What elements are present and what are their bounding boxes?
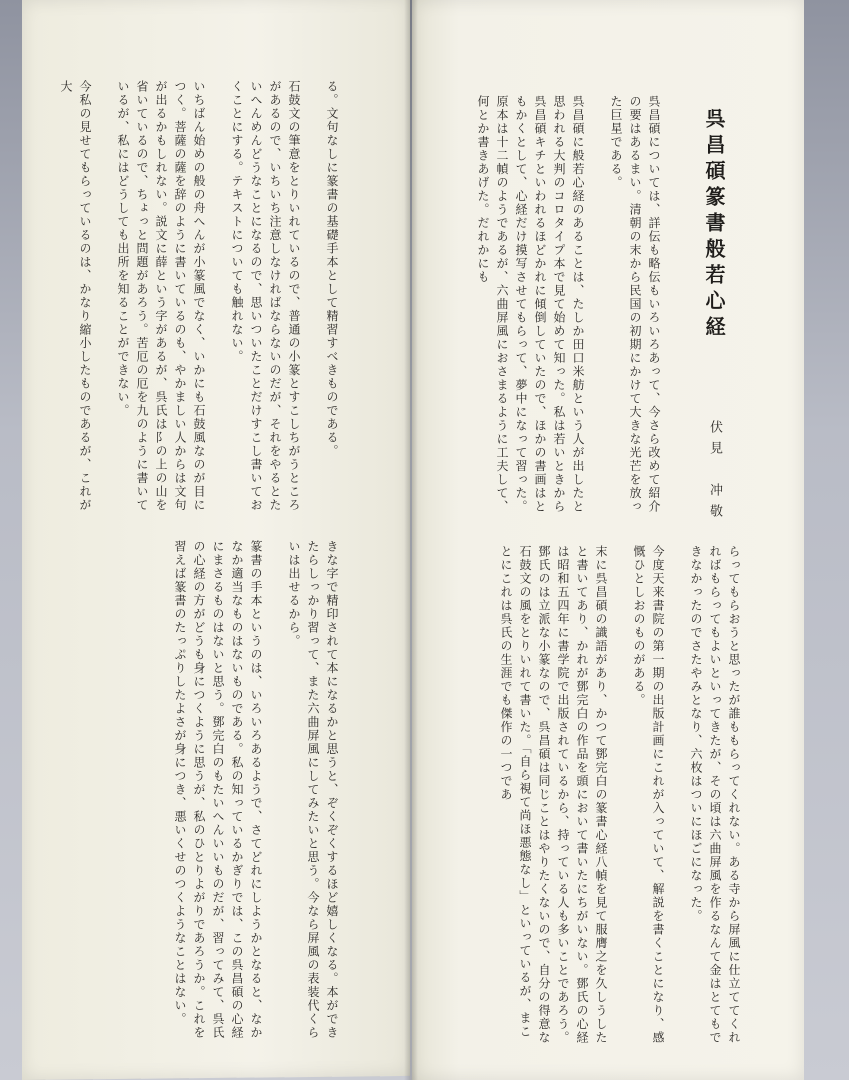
left-upper-text xyxy=(59,80,360,520)
paragraph: いちばん始めの般の舟へんが小篆風でなく、いかにも石鼓風なのが目につく。菩薩の薩を辞のように書いているのも、やかましい人からは文句が出るかもしれない。説文に薛という字があるが、呉氏は阝の上の山を省いているので、ちょっと問題があろう。苦厄の厄を九のように書いているが、私にはどうしても出所を知ることができない。 xyxy=(116,80,206,512)
paragraph: 篆書の手本というのは、いろいろあるようで、さてどれにしようかとなると、なかなか適当なものはないものである。私の知っているかぎりでは、この呉昌碩の心経にまさるものはないと思う。鄧完白のもたいへんいいものだが、習ってみて、呉氏の心経の方がどうも身につくように思うが、私のひとりよがりであろうか。これを習えば篆書のたっぷりしたよさが身につき、悪いくせのつくようなことはない。 xyxy=(173,540,263,1040)
paragraph: 今度天来書院の第一期の出版計画にこれが入っていて、解説を書くことになり、感慨ひとしおのものがある。 xyxy=(632,545,665,1045)
author-name: 伏見 冲敬 xyxy=(707,420,722,525)
article-title: 呉昌碩篆書般若心経 xyxy=(702,108,726,342)
paragraph: 呉昌碩については、詳伝も略伝もいろいろあって、今さら改めて紹介の要はあるまい。清朝の末から民国の初期にかけて大きな光芒を放った巨星である。 xyxy=(609,95,661,514)
book-gutter xyxy=(404,0,418,1080)
paragraph: らってもらおうと思ったが誰ももらってくれない。ある寺から屏風に仕立ててくれればもらってもよいといってきたが、その頃は六曲屏風を作るなんて金はとてもできなかったのでさたやみとなり、六枚はついにほごになった。 xyxy=(689,545,741,1045)
paragraph: 石鼓文の筆意をとりいれているので、普通の小篆とすこしちがうところがあるので、いちいち注意しなければならないのだが、それをやるとたいへんめんどうなことになるので、思いついたことだけすこし書いておくことにする。テキストについても触れない。 xyxy=(230,80,301,512)
paragraph: 今私の見せてもらっているのは、かなり縮小したものであるが、これが大 xyxy=(59,80,92,512)
paragraph: 末に呉昌碩の識語があり、かつて鄧完白の篆書心経八幀を見て服膺之を久しうしたと書いてあり、かれが鄧完白の作品を頭において書いたにちがいない。鄧氏の心経は昭和五四年に書学院で出版されているから、持っている人も多いことであろう。鄧氏のは立派な小篆なので、呉昌碩は同じことはやりたくないので、自分の得意な石鼓文の風をとりいれて書いた。「自ら視て尚ほ悪態なし」といっているが、まことにこれは呉氏の生涯でも傑作の一つであ xyxy=(499,545,608,1045)
paragraph: る。文句なしに篆書の基礎手本として精習すべきものである。 xyxy=(325,80,339,458)
paragraph: 呉昌碩に般若心経のあることは、たしか田口米舫という人が出したと思われる大判のコロタイプ本で見て始めて知った。私は若いときから呉昌碩キチといわれるほどかれに傾倒していたので、ほかの書画はともかくとして、心経だけ摸写させてもらって、夢中になって習った。原本は十二幀のようであるが、六曲屏風におさまるように工夫して、何とか書きあげた。だれかにも xyxy=(476,95,585,514)
right-lower-text xyxy=(462,545,762,1050)
left-lower-text xyxy=(100,540,360,1040)
right-upper-text xyxy=(462,95,682,525)
paragraph: きな字で精印されて本になるかと思うと、ぞくぞくするほど嬉しくなる。本ができたらしっかり習って、また六曲屏風にしてみたいと思う。今なら屏風の表装代くらいは出せるから。 xyxy=(287,540,339,1040)
